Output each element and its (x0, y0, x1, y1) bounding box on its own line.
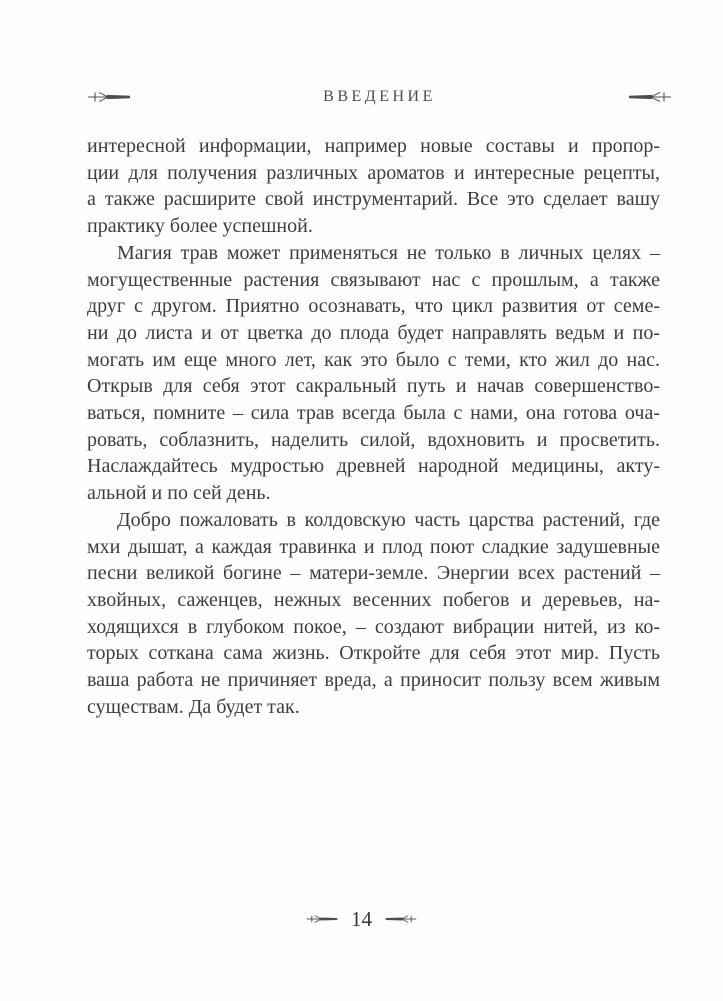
text-line: хвойных, саженцев, нежных весенних побегов и деревьев, на- (87, 588, 660, 611)
text-line: альной и по сей день. (87, 482, 271, 505)
page-number: 14 (351, 906, 372, 931)
page-footer (0, 903, 723, 935)
footer-ornament-left-icon (306, 913, 338, 925)
text-line: ции для получения различных ароматов и интересные рецепты, (87, 161, 660, 184)
text-line: ходящихся в глубоком покое, – создают вибрации нитей, из ко- (87, 615, 660, 638)
text-line: торых соткана сама жизнь. Откройте для себя этот мир. Пусть (87, 642, 660, 665)
text-line: мхи дышат, а каждая травинка и плод поют сладкие задушевные (87, 535, 660, 558)
paragraph (87, 240, 660, 507)
arrow-ornament-right-icon (628, 90, 672, 104)
text-line: Открыв для себя этот сакральный путь и начав совершенство- (87, 375, 660, 398)
text-line: существам. Да будет так. (87, 695, 300, 718)
page-title: ВВЕДЕНИЕ (323, 88, 436, 105)
paragraph (87, 507, 660, 721)
text-line: ровать, соблазнить, наделить силой, вдохновить и просветить. (87, 428, 660, 451)
page-body (87, 133, 660, 720)
text-line: практику более успешной. (87, 215, 313, 238)
text-line: ваша работа не причиняет вреда, а приносит пользу всем живым (87, 669, 660, 692)
text-line: Наслаждайтесь мудростью древней народной медицины, акту- (87, 455, 660, 478)
text-line: песни великой богине – матери-земле. Энергии всех растений – (87, 562, 660, 585)
text-line: могущественные растения связывают нас с прошлым, а также (87, 268, 660, 291)
text-line: могать им еще много лет, как это было с теми, кто жил до нас. (87, 348, 660, 371)
arrow-ornament-left-icon (87, 90, 131, 104)
text-line: Магия трав может применяться не только в личных целях – (117, 241, 660, 264)
text-line: интересной информации, например новые составы и пропор- (87, 135, 660, 157)
text-line: ни до листа и от цветка до плода будет направлять ведьм и по- (87, 321, 660, 344)
text-line: а также расширите свой инструментарий. Все это сделает вашу (87, 188, 660, 211)
paragraph (87, 133, 660, 240)
footer-ornament-right-icon (385, 913, 417, 925)
page-header (87, 84, 672, 110)
text-line: Добро пожаловать в колдовскую часть царства растений, где (117, 508, 660, 531)
text-line: друг с другом. Приятно осознавать, что цикл развития от семе- (87, 295, 660, 318)
text-line: ваться, помните – сила трав всегда была с нами, она готова оча- (87, 402, 660, 425)
